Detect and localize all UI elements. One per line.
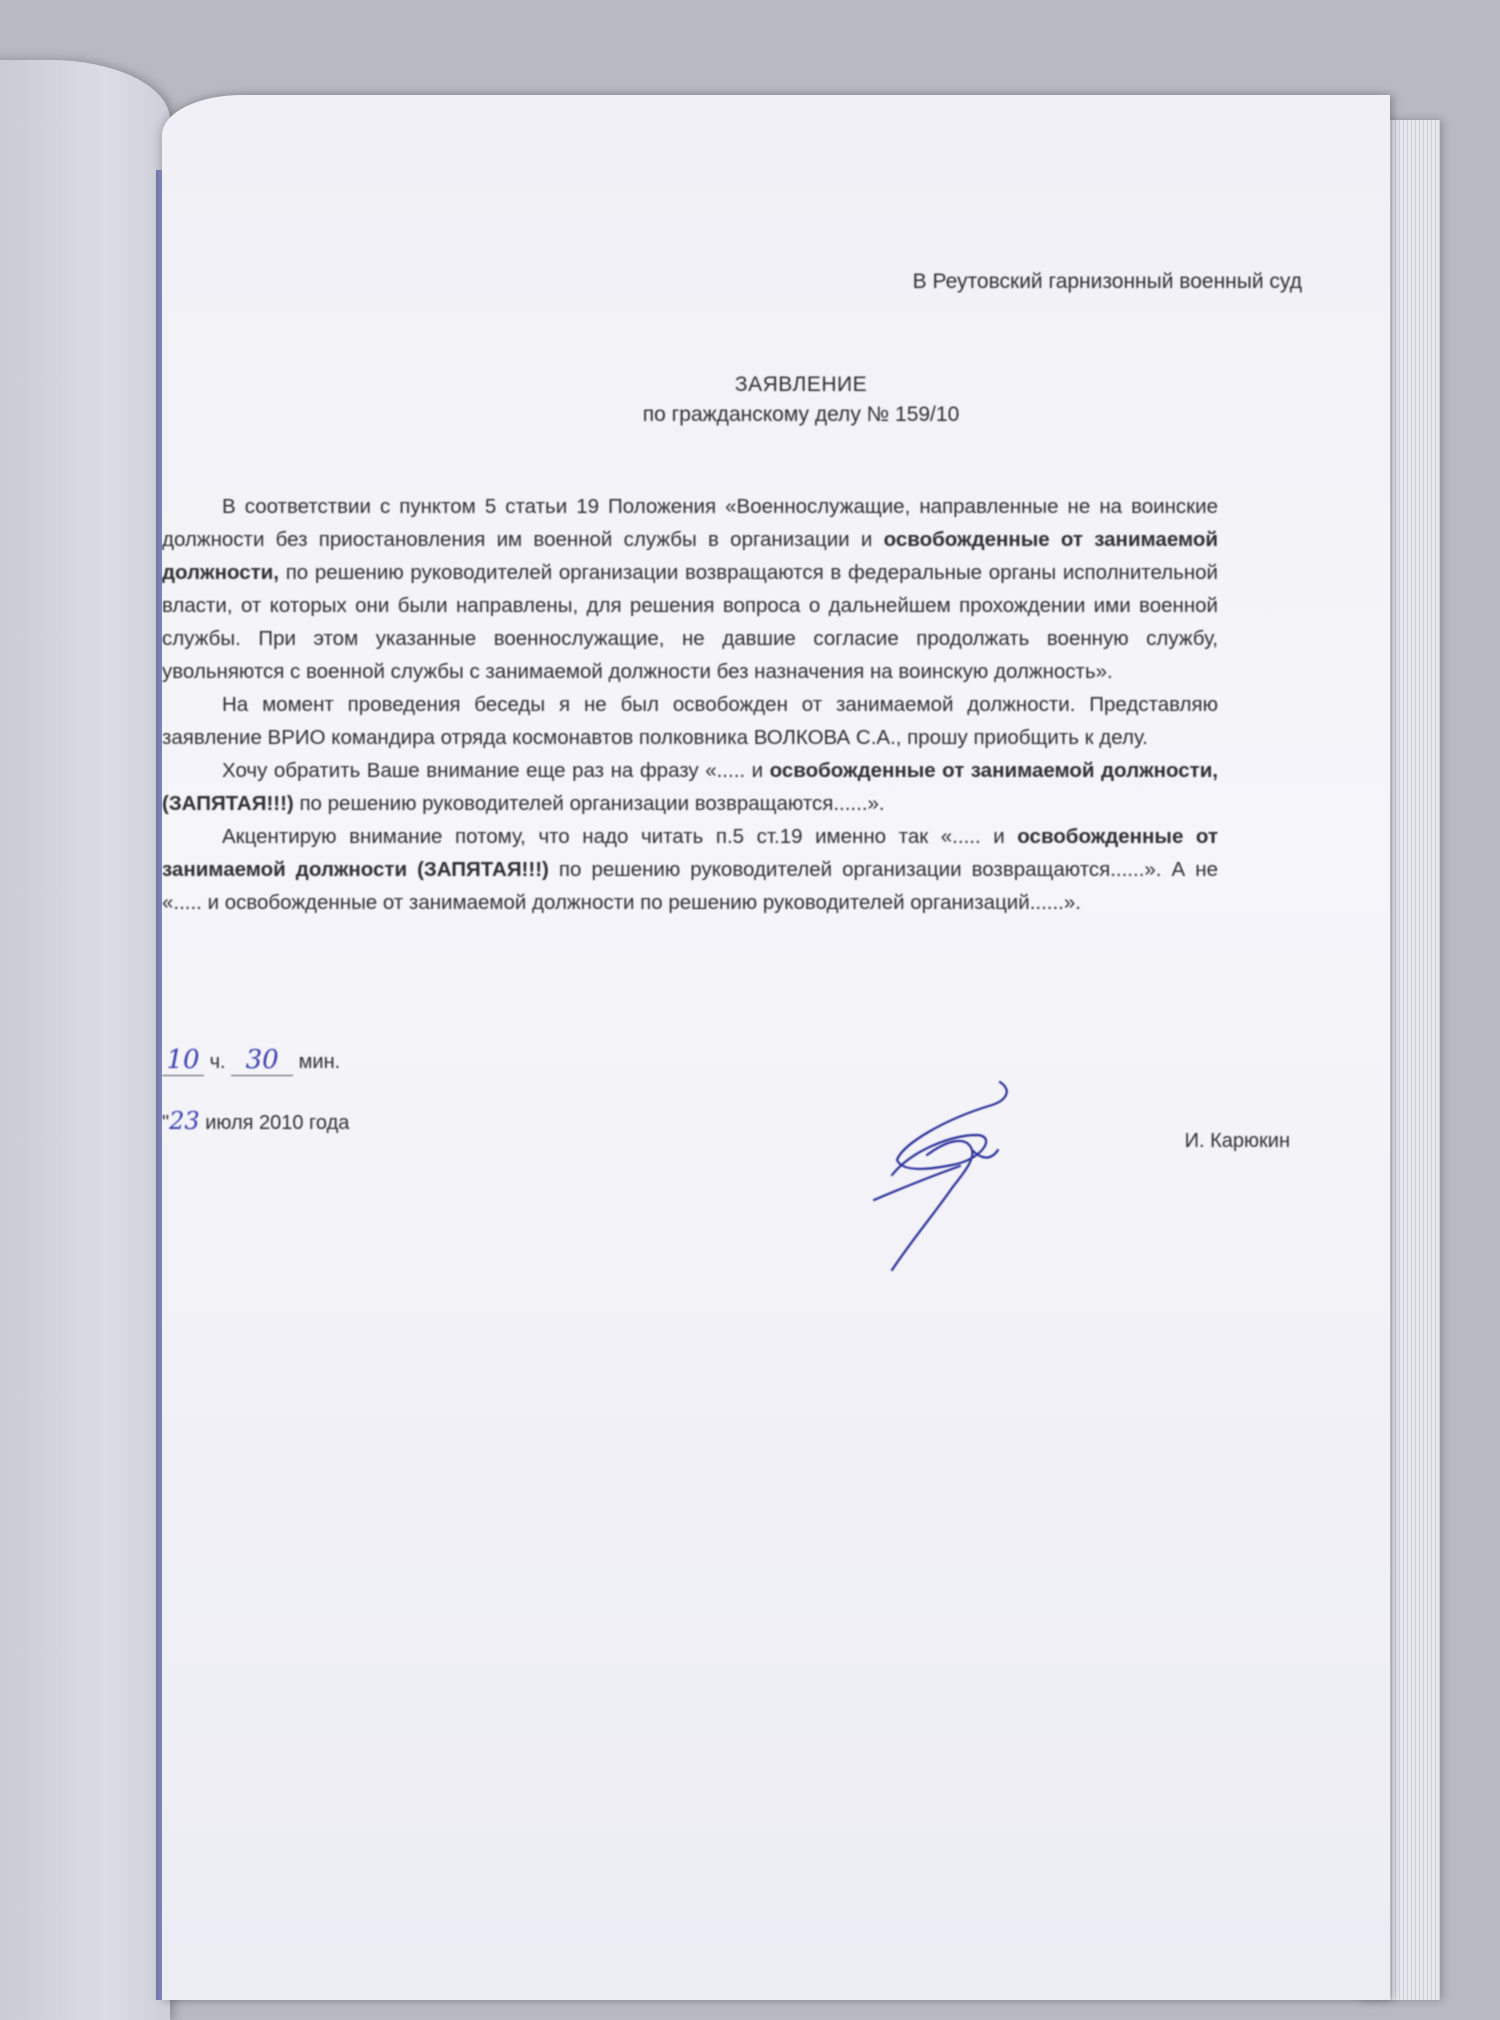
paragraph-1-bold: освобожденные от занимаемой должности,	[162, 528, 1218, 584]
left-page	[0, 60, 170, 2020]
signature-image	[872, 1080, 1042, 1280]
signature-stroke-1	[892, 1082, 1007, 1175]
paragraph-1-text-b: по решению руководителей организации возвращаются в федеральные органы исполнительной власти, от которых они были направлены, для решения вопроса о дальнейшем прохождении ими военной службы. При этом указанные военнослужащие, не давшие согласие продолжать военную службу, увольняются с военной службы с занимаемой должности без назначения на воинскую должность».	[162, 561, 1218, 683]
paragraph-3-text-a: Хочу обратить Ваше внимание еще раз на фразу «..... и	[222, 759, 770, 782]
paragraph-4	[162, 820, 1218, 919]
paragraph-4-text-b: по решению руководителей организации возвращаются......». А не «..... и освобожденные от занимаемой должности по решению руководителей организаций......».	[162, 858, 1218, 914]
title-block	[162, 370, 1390, 430]
signer-name: И. Карюкин	[1184, 1130, 1290, 1152]
hours-label: ч.	[209, 1051, 226, 1073]
paragraph-3-text-b: по решению руководителей организации возвращаются......».	[293, 792, 885, 815]
handwritten-hours: 10	[162, 1045, 204, 1076]
time-line	[162, 1045, 340, 1076]
paragraph-1	[162, 490, 1218, 688]
paragraph-4-text-a: Акцентирую внимание потому, что надо читать п.5 ст.19 именно так «..... и	[222, 825, 1018, 848]
paragraph-3-bold: освобожденные от занимаемой должности, (ЗАПЯТАЯ!!!)	[162, 759, 1218, 815]
document-page	[162, 95, 1390, 2000]
body-text	[162, 490, 1218, 919]
paragraph-3	[162, 754, 1218, 820]
paragraph-4-bold: освобожденные от занимаемой должности (ЗАПЯТАЯ!!!)	[162, 825, 1218, 881]
date-line	[162, 1107, 349, 1135]
page-content	[162, 95, 1390, 2000]
document-title: ЗАЯВЛЕНИЕ	[734, 373, 868, 396]
document-subtitle: по гражданскому делу № 159/10	[642, 403, 960, 426]
date-rest: июля 2010 года	[199, 1112, 350, 1134]
paragraph-1-text-a: В соответствии с пунктом 5 статьи 19 Положения «Военнослужащие, направленные не на воинские должности без приостановления им военной службы в организации и	[162, 495, 1218, 551]
signature-stroke-2	[892, 1141, 972, 1270]
book-spine	[156, 170, 162, 2000]
minutes-label: мин.	[298, 1051, 341, 1073]
addressee: В Реутовский гарнизонный военный суд	[912, 270, 1302, 293]
handwritten-minutes: 30	[231, 1045, 293, 1076]
paragraph-2: На момент проведения беседы я не был освобожден от занимаемой должности. Представляю заявление ВРИО командира отряда космонавтов полковника ВОЛКОВА С.А., прошу приобщить к делу.	[162, 693, 1218, 749]
handwritten-day: 23	[169, 1107, 200, 1135]
date-open-quote: "	[162, 1112, 170, 1134]
